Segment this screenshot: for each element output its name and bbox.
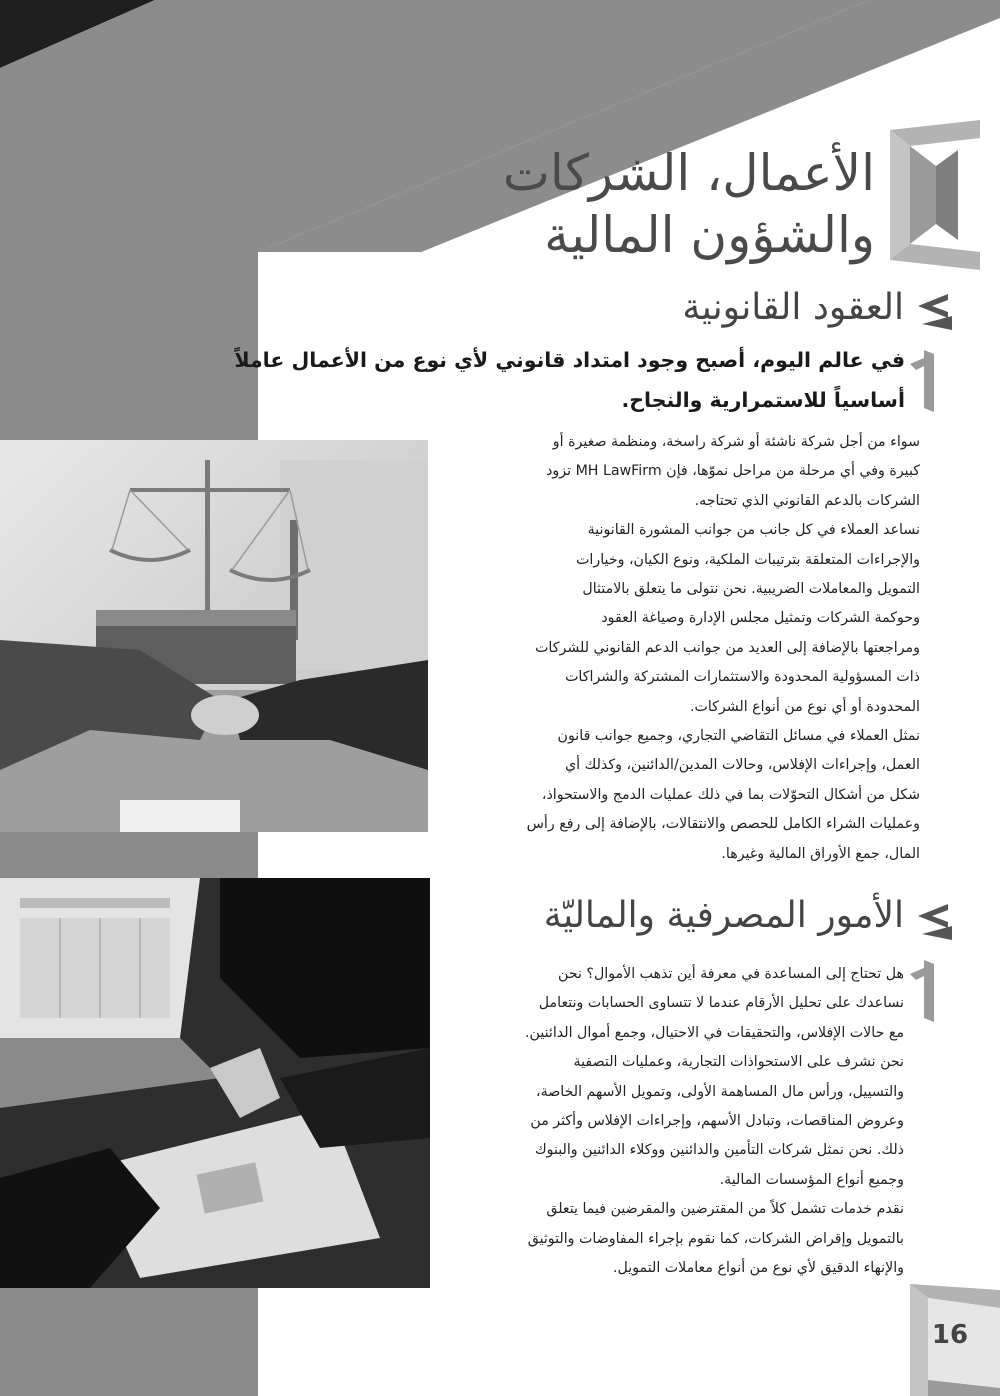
chevron-left-icon (912, 904, 952, 940)
handshake-scales-photo (0, 440, 428, 832)
paragraph-line: والتسييل، ورأس مال المساهمة الأولى، وتمويل الأسهم الخاصة، (536, 1083, 904, 1100)
paragraph-line: هل تحتاج إلى المساعدة في معرفة أين تذهب الأموال؟ نحن (558, 966, 904, 982)
paragraph-line: نحن نشرف على الاستحواذات التجارية، وعمليات التصفية (573, 1054, 904, 1071)
paragraph-line: وعمليات الشراء الكامل للحصص والانتقالات، بالإضافة إلى رفع رأس (526, 816, 920, 833)
paragraph-line: التمويل والمعاملات الضريبية. نحن نتولى ما يتعلق بالامتثال (582, 581, 920, 598)
paragraph-line: وعروض المناقصات، وتبادل الأسهم، وإجراءات الإفلاس وأكثر من (530, 1113, 904, 1130)
paragraph-line: ذلك. نحن نمثل شركات التأمين والدائنين ووكلاء الدائنين والبنوك (534, 1142, 904, 1159)
paragraph-line: وجميع أنواع المؤسسات المالية. (719, 1171, 904, 1188)
page-title-line1: الأعمال، الشركات (502, 144, 875, 202)
paragraph-line: سواء من أجل شركة ناشئة أو شركة راسخة، ومنظمة صغيرة أو (552, 434, 920, 450)
paragraph-line: المحدودة أو أي نوع من أنواع الشركات. (689, 698, 920, 715)
paragraph-line: نساعد العملاء في كل جانب من جوانب المشورة القانونية (587, 522, 920, 539)
paragraph-line: وحوكمة الشركات وتمثيل مجلس الإدارة وصياغة العقود (601, 610, 920, 627)
paragraph-line: والإنهاء الدقيق لأي نوع من أنواع معاملات التمويل. (613, 1260, 904, 1277)
intro-line: في عالم اليوم، أصبح وجود امتداد قانوني لأي نوع من الأعمال عاملاً (234, 348, 905, 372)
paragraph-line: كبيرة وفي أي مرحلة من مراحل نموّها، فإن MH LawFirm تزود (546, 463, 920, 480)
section2-body (434, 960, 904, 1283)
paragraph-line: الشركات بالدعم القانوني الذي تحتاجه. (694, 492, 920, 509)
section1-body (434, 428, 920, 869)
paragraph-line: مع حالات الإفلاس، والتحقيقات في الاحتيال، وجمع أموال الدائنين. (525, 1024, 904, 1041)
section-heading-banking-finance: الأمور المصرفية والماليّة (543, 895, 904, 936)
paragraph-line: والإجراءات المتعلقة بترتيبات الملكية، ونوع الكيان، وخيارات (576, 551, 920, 568)
bracket-icon (910, 350, 936, 412)
paragraph-line: ومراجعتها بالإضافة إلى العديد من جوانب الدعم القانوني للشركات (535, 639, 920, 656)
section-heading-legal-contracts: العقود القانونية (682, 287, 904, 328)
section-intro (85, 340, 905, 420)
page-number: 16 (931, 1320, 969, 1350)
chevron-left-icon (912, 294, 952, 330)
bracket-icon (910, 960, 936, 1022)
paragraph-line: العمل، وإجراءات الإفلاس، وحالات المدين/الدائنين، وكذلك أي (565, 757, 920, 774)
paragraph-line: بالتمويل وإقراض الشركات، كما نقوم بإجراء المفاوضات والتوثيق (527, 1230, 904, 1247)
bracket-frame-icon (882, 120, 994, 270)
page-title-line2: والشؤون المالية (544, 206, 875, 264)
paragraph-line: نساعدك على تحليل الأرقام عندما لا تتساوى الحسابات ونتعامل (538, 995, 904, 1012)
paragraph-line: شكل من أشكال التحوّلات بما في ذلك عمليات الدمج والاستحواذ، (541, 786, 920, 803)
intro-line: أساسياً للاستمرارية والنجاح. (621, 388, 905, 412)
paragraph-line: نمثل العملاء في مسائل التقاضي التجاري، وجميع جوانب قانون (557, 728, 920, 745)
laptop-charts-photo (0, 878, 430, 1288)
paragraph-line: ذات المسؤولية المحدودة والاستثمارات المشتركة والشراكات (565, 669, 920, 686)
paragraph-line: المال، جمع الأوراق المالية وغيرها. (721, 845, 920, 862)
paragraph-line: نقدم خدمات تشمل كلاً من المقترضين والمقرضين فيما يتعلق (546, 1201, 904, 1218)
